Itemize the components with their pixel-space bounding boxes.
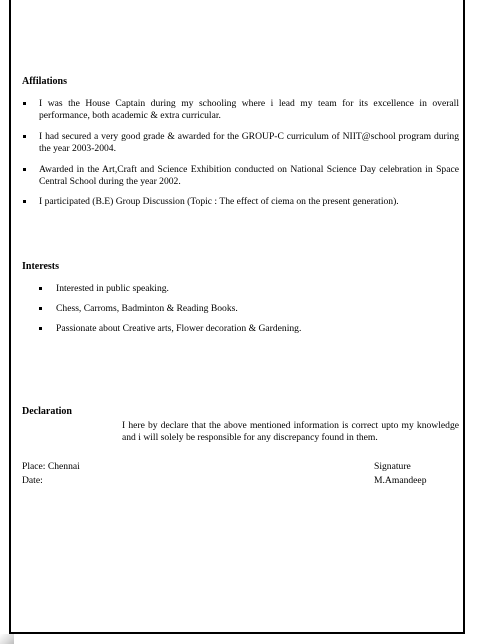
date-label: Date: (22, 475, 43, 486)
bullet-icon (23, 200, 26, 203)
bullet-icon (39, 307, 42, 310)
bullet-icon (39, 327, 42, 330)
interests-list (39, 283, 439, 343)
list-item: I participated (B.E) Group Discussion (Topic : The effect of ciema on the present generation). (22, 196, 459, 208)
signature-name: M.Amandeep (374, 475, 427, 486)
list-item: Awarded in the Art,Craft and Science Exhibition conducted on National Science Day celebration in Space Central School during the year 2002. (22, 164, 459, 189)
page-curl-corner (0, 634, 14, 644)
list-item: Chess, Carroms, Badminton & Reading Books. (39, 303, 439, 315)
bullet-icon (39, 287, 42, 290)
affiliations-heading: Affilations (22, 76, 67, 87)
list-item: I had secured a very good grade & awarded for the GROUP-C curriculum of NIIT@school program during the year 2003-2004. (22, 131, 459, 156)
signature-label: Signature (374, 461, 411, 472)
list-item: Passionate about Creative arts, Flower decoration & Gardening. (39, 323, 439, 335)
affiliations-list (22, 98, 459, 217)
declaration-heading: Declaration (22, 406, 72, 417)
place-label: Place: Chennai (22, 461, 80, 472)
bullet-icon (23, 168, 26, 171)
list-item: I was the House Captain during my schooling where i lead my team for its excellence in overall performance, both academic & extra curricular. (22, 98, 459, 123)
bullet-icon (23, 102, 26, 105)
declaration-text: I here by declare that the above mentioned information is correct upto my knowledge and i will solely be responsible for any discrepancy found in them. (122, 420, 459, 444)
interests-heading: Interests (22, 261, 60, 272)
bullet-icon (23, 135, 26, 138)
list-item: Interested in public speaking. (39, 283, 439, 295)
